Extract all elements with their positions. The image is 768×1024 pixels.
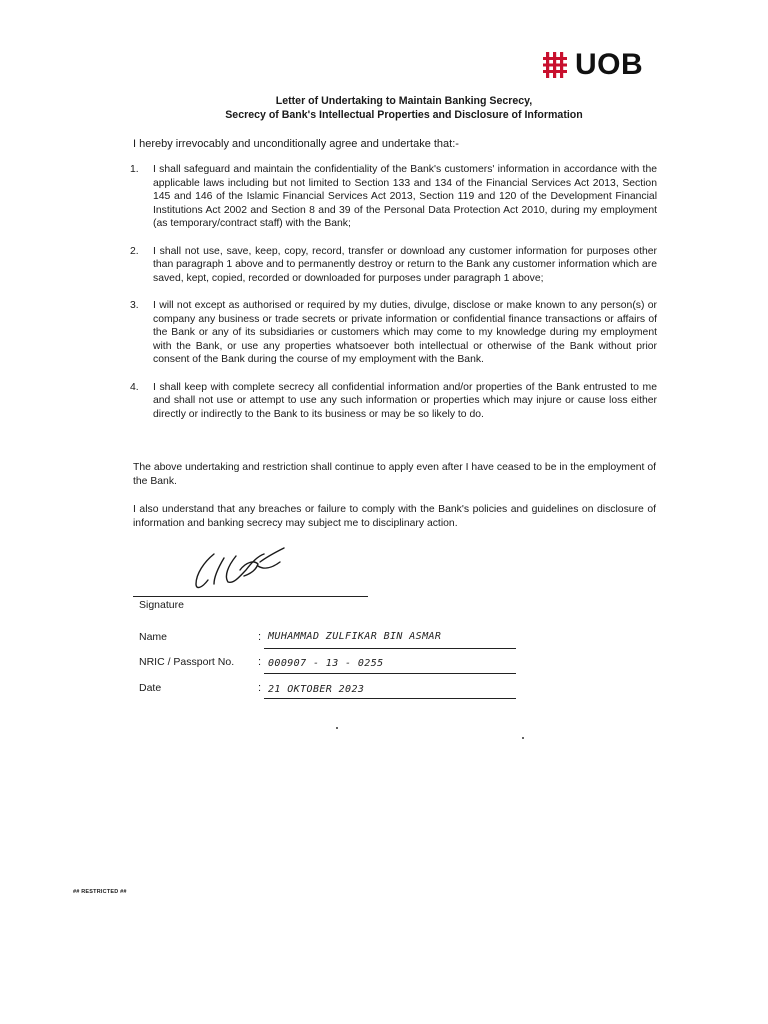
clause-item bbox=[130, 163, 657, 231]
date-value: 21 OKTOBER 2023 bbox=[268, 684, 365, 695]
document-title bbox=[0, 94, 768, 122]
intro-text: I hereby irrevocably and unconditionally agree and undertake that:- bbox=[133, 138, 459, 150]
signature-line bbox=[133, 596, 368, 597]
clause-text: I shall safeguard and maintain the confidentiality of the Bank's customers' information in accordance with the applicable laws including but not limited to Section 133 and 134 of the Financial Services Act 2013, Section 145 and 146 of the Islamic Financial Services Act 2013, Section 119 and 120 of the Development Financial Institutions Act 2002 and Section 8 and 39 of the Personal Data Protection Act 2010, during my employment (as temporary/contract staff) with the Bank; bbox=[153, 164, 657, 229]
clause-number: 1. bbox=[130, 164, 139, 175]
clause-text: I will not except as authorised or required by my duties, divulge, disclose or make known to any person(s) or company any business or trade secrets or private information or confidential finance transactions or affairs of the Bank or any of its subsidiaries or customers which may come to my knowledge during my employment with the Bank, or use any properties whatsoever both intellectual or otherwise of the Bank without prior consent of the Bank during the course of my employment with the Bank. bbox=[153, 300, 657, 365]
title-line-1: Letter of Undertaking to Maintain Banking Secrecy, bbox=[275, 95, 533, 107]
clause-number: 4. bbox=[130, 381, 139, 393]
uob-logo bbox=[543, 50, 643, 80]
title-line-2: Secrecy of Bank's Intellectual Properties and Disclosure of Information bbox=[225, 109, 583, 121]
uob-logo-icon bbox=[543, 52, 571, 78]
logo-text: UOB bbox=[575, 48, 644, 81]
name-colon: : bbox=[258, 631, 262, 643]
signature-label: Signature bbox=[139, 599, 184, 611]
date-colon: : bbox=[258, 682, 262, 694]
clause-text: I shall keep with complete secrecy all confidential information and/or properties of the Bank entrusted to me and shall not use or attempt to use any such information or properties which may injure or cause loss either directly or indirectly to the Bank to its business or may be so likely to do. bbox=[153, 381, 657, 420]
clause-item bbox=[130, 299, 657, 367]
handwritten-signature bbox=[180, 540, 310, 601]
speck bbox=[522, 737, 524, 739]
clause-text: I shall not use, save, keep, copy, record, transfer or download any customer information for purposes other than paragraph 1 above and to permanently destroy or return to the Bank any customer information which are saved, kept, copied, recorded or downloaded for purposes under paragraph 1 above; bbox=[153, 245, 657, 284]
classification-footer: ## RESTRICTED ## bbox=[73, 889, 127, 895]
continuation-paragraph: The above undertaking and restriction shall continue to apply even after I have ceased to be in the employment of the Bank. bbox=[133, 462, 656, 487]
name-label: Name bbox=[139, 631, 168, 643]
clause-number: 2. bbox=[130, 245, 139, 257]
name-value: MUHAMMAD ZULFIKAR BIN ASMAR bbox=[268, 631, 442, 642]
understanding-paragraph: I also understand that any breaches or failure to comply with the Bank's policies and guidelines on disclosure of information and banking secrecy may subject me to disciplinary action. bbox=[133, 504, 656, 529]
nric-underline bbox=[264, 673, 516, 674]
clause-list bbox=[130, 163, 657, 435]
name-underline bbox=[264, 648, 516, 649]
speck bbox=[336, 727, 338, 729]
date-label: Date bbox=[139, 682, 162, 694]
clause-number: 3. bbox=[130, 300, 139, 311]
clause-item bbox=[130, 381, 657, 422]
date-underline bbox=[264, 698, 516, 699]
nric-colon: : bbox=[258, 656, 262, 668]
nric-label: NRIC / Passport No. bbox=[139, 656, 235, 668]
nric-value: 000907 - 13 - 0255 bbox=[268, 658, 384, 669]
clause-item bbox=[130, 245, 657, 286]
